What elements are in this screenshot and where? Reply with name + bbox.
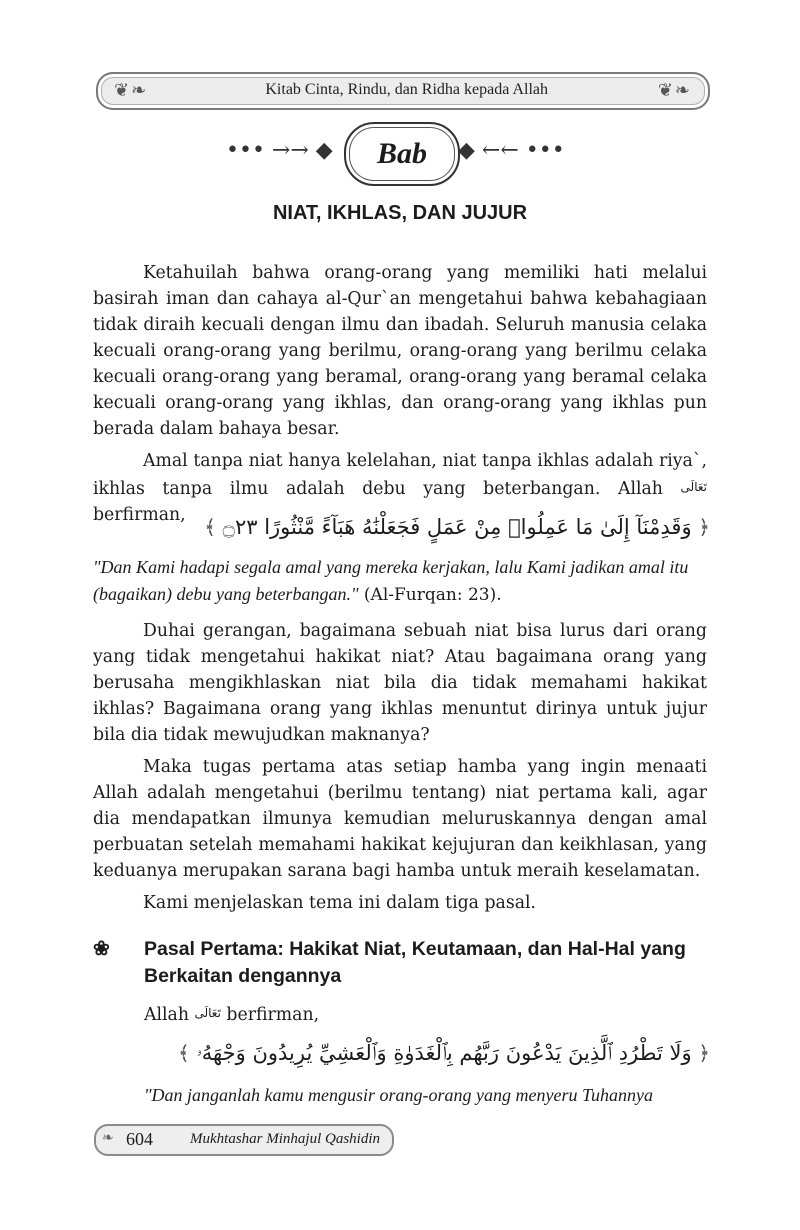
quran-verse-1 <box>204 510 710 544</box>
page-footer <box>94 1124 394 1156</box>
verse-2-bracket-open-icon: ﴿ <box>698 1041 710 1065</box>
section-honorific-glyph: تَعَالَى <box>194 1006 221 1020</box>
verse-2-text: وَلَا تَطْرُدِ ٱلَّذِينَ يَدْعُونَ رَبَّهُم بِٱلْغَدَوٰةِ وَٱلْعَشِيِّ يُرِيدُونَ وَجْهَهُۥ <box>196 1041 692 1065</box>
translation-1 <box>93 554 707 608</box>
verse-1-text: وَقَدِمْنَآ إِلَىٰ مَا عَمِلُوا۟ مِنْ عَمَلٍ فَجَعَلْنَٰهُ هَبَآءً مَّنْثُورًا ۝٢٣ <box>222 515 692 539</box>
verse-1-bracket-close-icon: ﴾ <box>204 515 216 539</box>
paragraph-5: Kami menjelaskan tema ini dalam tiga pasal. <box>143 893 537 913</box>
footer-book-title: Mukhtashar Minhajul Qashidin <box>190 1131 380 1147</box>
paragraph-1: Ketahuilah bahwa orang-orang yang memiliki hati melalui basirah iman dan cahaya al-Qur`an mengetahui bahwa kebahagiaan tidak diraih kecuali dengan ilmu dan ibadah. Seluruh manusia celaka kecuali orang-orang yang berilmu, orang-orang yang berilmu celaka kecuali orang-orang yang beramal, orang-orang yang beramal celaka kecuali orang-orang yang ikhlas, dan orang-orang yang ikhlas pun berada dalam bahaya besar. <box>93 263 707 439</box>
chapter-ornament-left-icon: ••• →→ ◆ <box>226 138 333 163</box>
translation-1-text: "Dan Kami hadapi segala amal yang mereka kerjakan, lalu Kami jadikan amal itu (bagaikan) debu yang beterbangan." <box>93 557 689 604</box>
paragraph-2-text: Amal tanpa niat hanya kelelahan, niat tanpa ikhlas adalah riya`, ikhlas tanpa ilmu adalah debu yang beterbangan. Allah <box>93 451 707 499</box>
verse-2-bracket-close-icon: ﴾ <box>178 1041 190 1065</box>
section-title: Pasal Pertama: Hakikat Niat, Keutamaan, dan Hal-Hal yang Berkaitan dengannya <box>144 938 686 987</box>
header-ornament-right-icon: ❦❧ <box>657 80 692 101</box>
section-intro-text: Allah <box>144 1005 189 1025</box>
paragraph-2-end: berfirman, <box>93 505 186 525</box>
footer-ornament-icon: ❧ <box>102 1130 114 1146</box>
section-intro <box>144 1000 704 1028</box>
chapter-banner <box>0 122 800 184</box>
verse-1-bracket-open-icon: ﴿ <box>698 515 710 539</box>
translation-2 <box>144 1082 710 1109</box>
honorific-glyph: تَعَالَى <box>680 480 707 494</box>
paragraph-3: Duhai gerangan, bagaimana sebuah niat bisa lurus dari orang yang tidak mengetahui hakikat niat? Atau bagaimana orang yang berusaha mengikhlaskan niat bila dia tidak memahami hakikat ikhlas? Bagaimana orang yang ikhlas menuntut dirinya untuk jujur bila dia tidak mewujudkan maknanya? <box>93 621 707 745</box>
paragraph-4: Maka tugas pertama atas setiap hamba yang ingin menaati Allah adalah mengetahui (berilmu tentang) niat pertama kali, agar dia mendapatkan ilmunya kemudian meluruskannya dengan amal perbuatan setelah memahami hakikat kejujuran dan keikhlasan, yang keduanya merupakan sarana bagi hamba untuk meraih keselamatan. <box>93 757 707 881</box>
header-ornament-left-icon: ❦❧ <box>114 80 149 101</box>
section-heading <box>93 936 713 990</box>
chapter-label: Bab <box>376 137 427 170</box>
running-header-title: Kitab Cinta, Rindu, dan Ridha kepada Allah <box>265 81 548 98</box>
flower-bullet-icon: ❀ <box>93 938 110 960</box>
chapter-label-frame <box>344 122 460 186</box>
translation-1-reference: (Al-Furqan: 23). <box>363 585 502 605</box>
chapter-ornament-right-icon: ◆ ←← ••• <box>458 138 565 163</box>
running-header <box>96 72 710 110</box>
chapter-title: NIAT, IKHLAS, DAN JUJUR <box>272 202 528 224</box>
page-number: 604 <box>126 1129 153 1149</box>
quran-verse-2 <box>178 1036 710 1070</box>
section-intro-end: berfirman, <box>226 1005 320 1025</box>
translation-2-text: "Dan janganlah kamu mengusir orang-orang yang menyeru Tuhannya <box>144 1085 654 1105</box>
